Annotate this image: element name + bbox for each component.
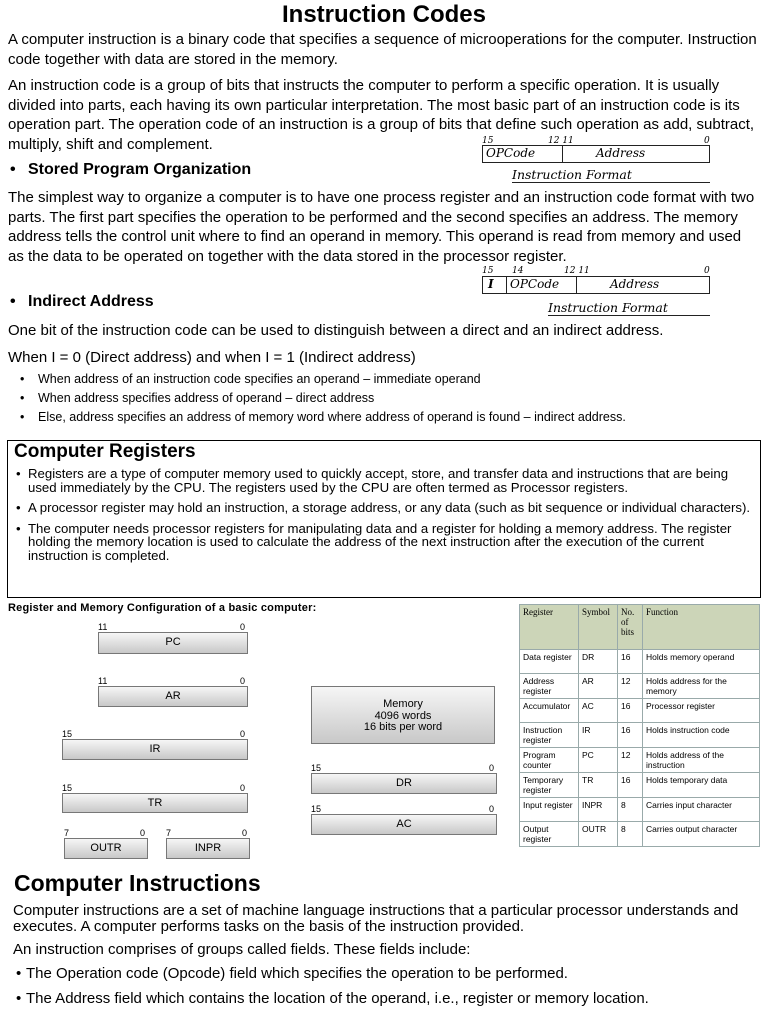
format-divider: [506, 276, 507, 294]
table-cell-register: Output register: [520, 822, 579, 847]
dr-register: DR: [311, 773, 497, 794]
instruction-format-image-2: [478, 266, 714, 318]
table-cell-bits: 12: [618, 748, 643, 773]
memory-words: 4096 words: [374, 709, 432, 722]
stored-program-paragraph: The simplest way to organize a computer is to have one process register and an instruction code format with two parts. The first part specifies the operation to be performed and the second specifies an address. The memory address tells the control unit where to find an operand in memory. This operand is read from memory and used as the data to be operated on together with the data stored in the processor register.: [8, 189, 755, 265]
bit-label-14: 14: [512, 266, 524, 276]
stored-program-heading-text: Stored Program Organization: [28, 161, 252, 178]
field-opcode: OPCode: [510, 277, 560, 291]
table-row: [520, 748, 760, 773]
bit-label-15: 15: [482, 136, 494, 146]
inpr-register: INPR: [166, 838, 250, 859]
field-address: Address: [610, 277, 660, 291]
memory-width: 16 bits per word: [363, 721, 443, 733]
bit-label-12-11: 12 11: [564, 266, 590, 276]
indirect-paragraph-2: When I = 0 (Direct address) and when I = 1 (Indirect address): [8, 349, 416, 366]
table-cell-bits: 12: [618, 674, 643, 699]
list-item: • The Operation code (Opcode) field which specifies the operation to be performed.: [16, 965, 568, 982]
bit-label-0: 0: [704, 266, 710, 276]
field-opcode: OPCode: [486, 146, 536, 160]
table-cell-symbol: TR: [579, 773, 618, 798]
field-i-bit: I: [488, 277, 494, 291]
memory-block: [311, 686, 495, 744]
computer-registers-heading: Computer Registers: [14, 441, 196, 462]
addressing-list: [38, 370, 758, 427]
header-register: Register: [520, 605, 579, 650]
table-cell-register: Input register: [520, 798, 579, 822]
instruction-format-image-1: [478, 136, 714, 186]
table-cell-register: Temporary register: [520, 773, 579, 798]
computer-instructions-heading: Computer Instructions: [14, 870, 261, 896]
outr-bit-hi: 7: [64, 828, 70, 838]
instructions-paragraph-1: Computer instructions are a set of machine language instructions that a particular processor understands and executes. A computer performs tasks on the basis of the instruction provided.: [13, 902, 739, 935]
ac-register: AC: [311, 814, 497, 835]
tr-bit-hi: 15: [62, 783, 73, 793]
table-cell-function: Holds instruction code: [643, 723, 760, 748]
table-row: [520, 822, 760, 847]
list-item: • A processor register may hold an instruction, a storage address, or any data (such as bit sequence or individual characters).: [16, 501, 756, 515]
dr-bit-hi: 15: [311, 763, 322, 773]
header-function: Function: [643, 605, 760, 650]
registers-list: [16, 467, 756, 569]
indirect-address-heading: • Indirect Address: [10, 293, 154, 310]
diagram-title: Register and Memory Configuration of a basic computer:: [8, 602, 317, 614]
list-item-text: The Operation code (Opcode) field which specifies the operation to be performed.: [26, 965, 568, 982]
outr-register: OUTR: [64, 838, 148, 859]
indirect-paragraph-1: One bit of the instruction code can be used to distinguish between a direct and an indirect address.: [8, 322, 664, 339]
table-cell-bits: 8: [618, 822, 643, 847]
table-cell-function: Holds memory operand: [643, 650, 760, 674]
table-cell-function: Holds temporary data: [643, 773, 760, 798]
list-item-text: The Address field which contains the location of the operand, i.e., register or memory location.: [26, 990, 649, 1007]
table-cell-bits: 16: [618, 650, 643, 674]
format-caption: Instruction Format: [512, 167, 710, 183]
page-title: Instruction Codes: [281, 1, 486, 28]
tr-register: TR: [62, 793, 248, 813]
bit-label-12-11: 12 11: [548, 136, 574, 146]
inpr-bit-hi: 7: [166, 828, 172, 838]
field-address: Address: [596, 146, 646, 160]
list-item: • When address specifies address of operand – direct address: [38, 389, 758, 408]
table-cell-register: Data register: [520, 650, 579, 674]
table-cell-function: Holds address of the instruction: [643, 748, 760, 773]
table-row: [520, 723, 760, 748]
table-header-row: [520, 605, 760, 650]
header-symbol: Symbol: [579, 605, 618, 650]
header-bits: No. of bits: [618, 605, 643, 650]
table-cell-symbol: OUTR: [579, 822, 618, 847]
table-cell-bits: 16: [618, 699, 643, 723]
table-cell-bits: 8: [618, 798, 643, 822]
table-row: [520, 650, 760, 674]
table-row: [520, 699, 760, 723]
table-cell-register: Accumulator: [520, 699, 579, 723]
intro-paragraph-1: A computer instruction is a binary code that specifies a sequence of microoperations for the computer. Instruction code together with data are stored in the memory.: [8, 31, 757, 68]
list-item: • The Address field which contains the location of the operand, i.e., register or memory location.: [16, 990, 649, 1007]
table-row: [520, 674, 760, 699]
table-cell-register: Instruction register: [520, 723, 579, 748]
table-cell-function: Holds address for the memory: [643, 674, 760, 699]
instructions-paragraph-2: An instruction comprises of groups called fields. These fields include:: [13, 941, 471, 958]
ac-bit-lo: 0: [489, 804, 495, 814]
table-cell-symbol: AR: [579, 674, 618, 699]
list-item: • The computer needs processor registers for manipulating data and a register for holding a memory address. The register holding the memory location is used to calculate the address of the next instruction after the execution of the current instruction is completed.: [16, 522, 756, 563]
table-cell-register: Program counter: [520, 748, 579, 773]
intro-paragraph-2: An instruction code is a group of bits that instructs the computer to perform a specific operation. It is usually divided into parts, each having its own particular interpretation. The most basic part of an instruction code is its operation part. The operation code of an instruction is a group of bits that define such operation as add, subtract, multiply, shift and complement.: [8, 77, 755, 153]
list-item: • Else, address specifies an address of memory word where address of operand is found – indirect address.: [38, 408, 758, 427]
table-cell-symbol: IR: [579, 723, 618, 748]
ir-register: IR: [62, 739, 248, 760]
list-item: • Registers are a type of computer memory used to quickly accept, store, and transfer data and instructions that are being used immediately by the CPU. The registers used by the CPU are often termed as Processor registers.: [16, 467, 756, 494]
table-cell-symbol: PC: [579, 748, 618, 773]
pc-register: PC: [98, 632, 248, 654]
stored-program-heading: • Stored Program Organization: [10, 161, 252, 178]
list-item: • When address of an instruction code specifies an operand – immediate operand: [38, 370, 758, 389]
table-cell-function: Carries input character: [643, 798, 760, 822]
memory-label: Memory: [383, 698, 423, 710]
ar-register: AR: [98, 686, 248, 707]
format-divider: [576, 276, 577, 294]
table-cell-function: Processor register: [643, 699, 760, 723]
table-row: [520, 798, 760, 822]
table-cell-symbol: DR: [579, 650, 618, 674]
ir-bit-hi: 15: [62, 729, 73, 739]
table-cell-bits: 16: [618, 773, 643, 798]
pc-bit-hi: 11: [98, 622, 108, 632]
table-row: [520, 773, 760, 798]
table-cell-bits: 16: [618, 723, 643, 748]
ir-bit-lo: 0: [240, 729, 246, 739]
format-divider: [562, 145, 563, 163]
ar-bit-hi: 11: [98, 676, 108, 686]
bit-label-0: 0: [704, 136, 710, 146]
table-cell-function: Carries output character: [643, 822, 760, 847]
tr-bit-lo: 0: [240, 783, 246, 793]
outr-bit-lo: 0: [140, 828, 146, 838]
dr-bit-lo: 0: [489, 763, 495, 773]
inpr-bit-lo: 0: [242, 828, 248, 838]
table-cell-register: Address register: [520, 674, 579, 699]
ar-bit-lo: 0: [240, 676, 246, 686]
table-cell-symbol: INPR: [579, 798, 618, 822]
table-cell-symbol: AC: [579, 699, 618, 723]
ac-bit-hi: 15: [311, 804, 322, 814]
register-table: [519, 604, 760, 847]
bit-label-15: 15: [482, 266, 494, 276]
format-caption: Instruction Format: [548, 300, 710, 316]
pc-bit-lo: 0: [240, 622, 246, 632]
indirect-address-heading-text: Indirect Address: [28, 293, 154, 310]
